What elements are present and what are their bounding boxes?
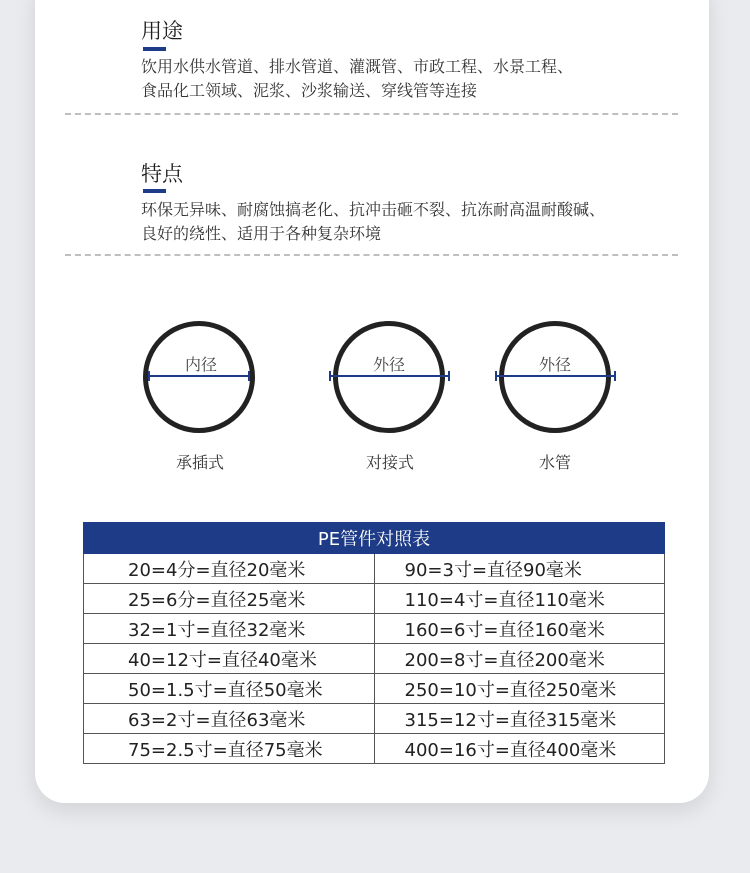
table-cell: 250=10寸=直径250毫米 <box>374 674 665 704</box>
table-cell: 315=12寸=直径315毫米 <box>374 704 665 734</box>
pipe-ring-socket <box>143 321 255 433</box>
table-row <box>84 674 665 704</box>
inner-diameter-label: 内径 <box>184 355 217 374</box>
table-cell: 20=4分=直径20毫米 <box>84 554 375 584</box>
water-pipe-caption: 水管 <box>538 453 571 472</box>
table-title: PE管件对照表 <box>84 523 665 554</box>
features-line-1: 环保无异味、耐腐蚀搞老化、抗冲击砸不裂、抗冻耐高温耐酸碱、 <box>141 200 606 219</box>
usage-title-underline <box>143 47 166 51</box>
pipe-ring-butt <box>333 321 445 433</box>
features-title: 特点 <box>141 162 183 186</box>
socket-type-caption: 承插式 <box>175 453 224 472</box>
outer-diameter-label: 外径 <box>538 355 571 374</box>
table-row <box>84 734 665 764</box>
divider <box>65 254 678 256</box>
outer-diameter-label: 外径 <box>372 355 405 374</box>
table-cell: 200=8寸=直径200毫米 <box>374 644 665 674</box>
table-cell: 400=16寸=直径400毫米 <box>374 734 665 764</box>
outer-diameter-line <box>495 375 616 377</box>
dimension-tick <box>495 371 497 381</box>
table-cell: 90=3寸=直径90毫米 <box>374 554 665 584</box>
table-row <box>84 614 665 644</box>
butt-type-caption: 对接式 <box>365 453 414 472</box>
table-cell: 63=2寸=直径63毫米 <box>84 704 375 734</box>
table-cell: 50=1.5寸=直径50毫米 <box>84 674 375 704</box>
dimension-tick <box>614 371 616 381</box>
features-title-underline <box>143 189 166 193</box>
dimension-tick <box>329 371 331 381</box>
features-line-2: 良好的绕性、适用于各种复杂环境 <box>141 224 382 243</box>
usage-title: 用途 <box>141 19 183 43</box>
divider <box>65 113 678 115</box>
outer-diameter-line <box>329 375 450 377</box>
table-cell: 40=12寸=直径40毫米 <box>84 644 375 674</box>
table-cell: 32=1寸=直径32毫米 <box>84 614 375 644</box>
inner-diameter-line <box>148 375 250 377</box>
table-row <box>84 584 665 614</box>
pipe-ring-water <box>499 321 611 433</box>
table-row <box>84 554 665 584</box>
pe-fitting-table <box>83 522 665 764</box>
table-cell: 75=2.5寸=直径75毫米 <box>84 734 375 764</box>
usage-line-2: 食品化工领域、泥浆、沙浆输送、穿线管等连接 <box>141 81 478 100</box>
dimension-tick <box>248 371 250 381</box>
dimension-tick <box>448 371 450 381</box>
dimension-tick <box>148 371 150 381</box>
table-cell: 110=4寸=直径110毫米 <box>374 584 665 614</box>
table-row <box>84 704 665 734</box>
table-cell: 160=6寸=直径160毫米 <box>374 614 665 644</box>
table-row <box>84 644 665 674</box>
usage-line-1: 饮用水供水管道、排水管道、灌溉管、市政工程、水景工程、 <box>141 57 574 76</box>
table-cell: 25=6分=直径25毫米 <box>84 584 375 614</box>
